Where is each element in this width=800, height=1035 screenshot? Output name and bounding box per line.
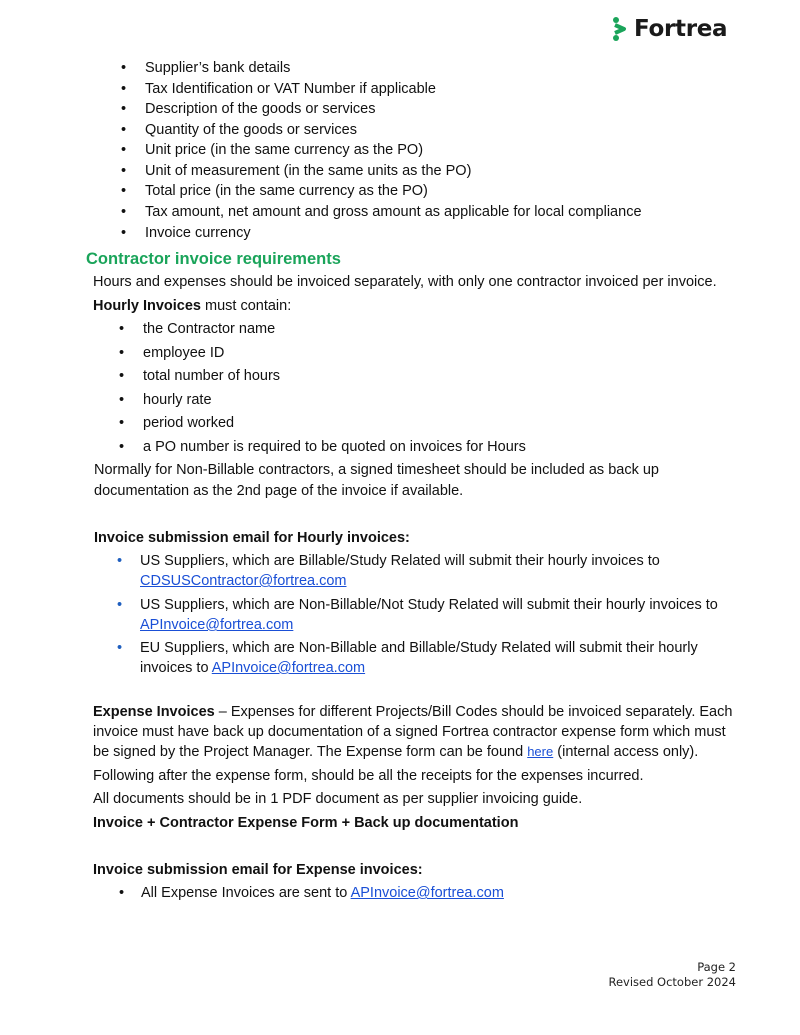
- email-prefix: invoices to: [140, 660, 212, 676]
- list-item: Description of the goods or services: [145, 101, 376, 117]
- email-link-apinvoice[interactable]: APInvoice@fortrea.com: [140, 617, 294, 633]
- bullet-icon: •: [121, 225, 127, 241]
- expense-formula: Invoice + Contractor Expense Form + Back up documentation: [93, 815, 519, 831]
- section-heading-contractor: Contractor invoice requirements: [86, 250, 341, 268]
- bullet-icon: •: [121, 101, 127, 117]
- hourly-submission-item-1-email-line: [140, 571, 347, 591]
- expense-paragraph-line1: [93, 702, 732, 722]
- list-item: Invoice currency: [145, 225, 251, 241]
- bullet-icon: •: [117, 553, 123, 569]
- bullet-icon: •: [119, 368, 125, 384]
- list-item: Total price (in the same currency as the PO): [145, 183, 428, 199]
- expense-submission-item: [141, 883, 504, 903]
- email-link-apinvoice[interactable]: APInvoice@fortrea.com: [211, 660, 366, 676]
- expense-paragraph-line2: invoice must have back up documentation of a signed Fortrea contractor expense form which must: [93, 724, 726, 740]
- dash: –: [214, 704, 231, 720]
- list-item: the Contractor name: [143, 321, 276, 337]
- bullet-icon: •: [121, 183, 127, 199]
- hourly-submission-heading: Invoice submission email for Hourly invoices:: [94, 530, 410, 546]
- list-item: employee ID: [143, 345, 225, 361]
- bullet-icon: •: [121, 60, 127, 76]
- list-item: hourly rate: [143, 392, 212, 408]
- expense-text: Expenses for different Projects/Bill Codes should be invoiced separately. Each: [230, 704, 733, 720]
- timesheet-note-line1: Normally for Non-Billable contractors, a signed timesheet should be included as back up: [94, 462, 659, 478]
- bullet-icon: •: [119, 345, 125, 361]
- hourly-submission-item-3: EU Suppliers, which are Non-Billable and Billable/Study Related will submit their hourly: [140, 640, 698, 656]
- hourly-submission-item-3-email-line: [140, 658, 365, 678]
- list-item: Quantity of the goods or services: [145, 122, 357, 138]
- bullet-icon: •: [121, 204, 127, 220]
- fortrea-logo: [612, 16, 727, 42]
- list-item: Supplier’s bank details: [145, 60, 291, 76]
- bullet-icon: •: [119, 392, 125, 408]
- logo-wordmark: Fortrea: [634, 16, 728, 42]
- revision-date: Revised October 2024: [608, 975, 736, 989]
- expense-pdf-note: All documents should be in 1 PDF document as per supplier invoicing guide.: [93, 791, 583, 807]
- bullet-icon: •: [119, 415, 125, 431]
- list-item: Tax amount, net amount and gross amount as applicable for local compliance: [145, 204, 642, 220]
- hourly-submission-item-1: US Suppliers, which are Billable/Study Related will submit their hourly invoices to: [140, 553, 660, 569]
- expense-text: (internal access only).: [553, 744, 699, 760]
- contractor-intro: Hours and expenses should be invoiced separately, with only one contractor invoiced per invoice.: [93, 274, 717, 290]
- hourly-invoices-suffix: must contain:: [200, 298, 292, 314]
- list-item: Tax Identification or VAT Number if applicable: [145, 81, 436, 97]
- bullet-icon: •: [119, 439, 125, 455]
- bullet-icon: •: [121, 81, 127, 97]
- bullet-icon: •: [119, 321, 125, 337]
- timesheet-note-line2: documentation as the 2nd page of the invoice if available.: [94, 483, 464, 499]
- expense-text: be signed by the Project Manager. The Expense form can be found: [93, 744, 528, 760]
- fortrea-logo-mark-icon: [612, 16, 630, 42]
- list-item: period worked: [143, 415, 235, 431]
- list-item: Unit of measurement (in the same units as the PO): [145, 163, 472, 179]
- expense-submission-heading: Invoice submission email for Expense invoices:: [93, 862, 423, 878]
- expense-paragraph-line3: [93, 742, 698, 762]
- hourly-invoices-intro: [93, 296, 291, 316]
- email-link-cdsus-contractor[interactable]: CDSUSContractor@fortrea.com: [140, 573, 347, 589]
- hourly-invoices-label: Hourly Invoices: [93, 298, 201, 314]
- bullet-icon: •: [117, 597, 123, 613]
- bullet-icon: •: [121, 122, 127, 138]
- expense-form-link[interactable]: here: [527, 744, 554, 759]
- email-link-apinvoice[interactable]: APInvoice@fortrea.com: [350, 885, 504, 901]
- bullet-icon: •: [121, 142, 127, 158]
- expense-submission-text: All Expense Invoices are sent to: [141, 885, 351, 901]
- bullet-icon: •: [117, 640, 123, 656]
- expense-receipts-note: Following after the expense form, should be all the receipts for the expenses incurred.: [93, 768, 644, 784]
- hourly-submission-item-2-email-line: [140, 615, 293, 635]
- list-item: a PO number is required to be quoted on invoices for Hours: [143, 439, 526, 455]
- bullet-icon: •: [119, 885, 125, 901]
- hourly-submission-item-2: US Suppliers, which are Non-Billable/Not Study Related will submit their hourly invoices to: [140, 597, 718, 613]
- page-footer: [608, 960, 736, 990]
- expense-invoices-label: Expense Invoices: [93, 704, 215, 720]
- list-item: Unit price (in the same currency as the PO): [145, 142, 424, 158]
- list-item: total number of hours: [143, 368, 281, 384]
- page-number: Page 2: [697, 960, 736, 974]
- bullet-icon: •: [121, 163, 127, 179]
